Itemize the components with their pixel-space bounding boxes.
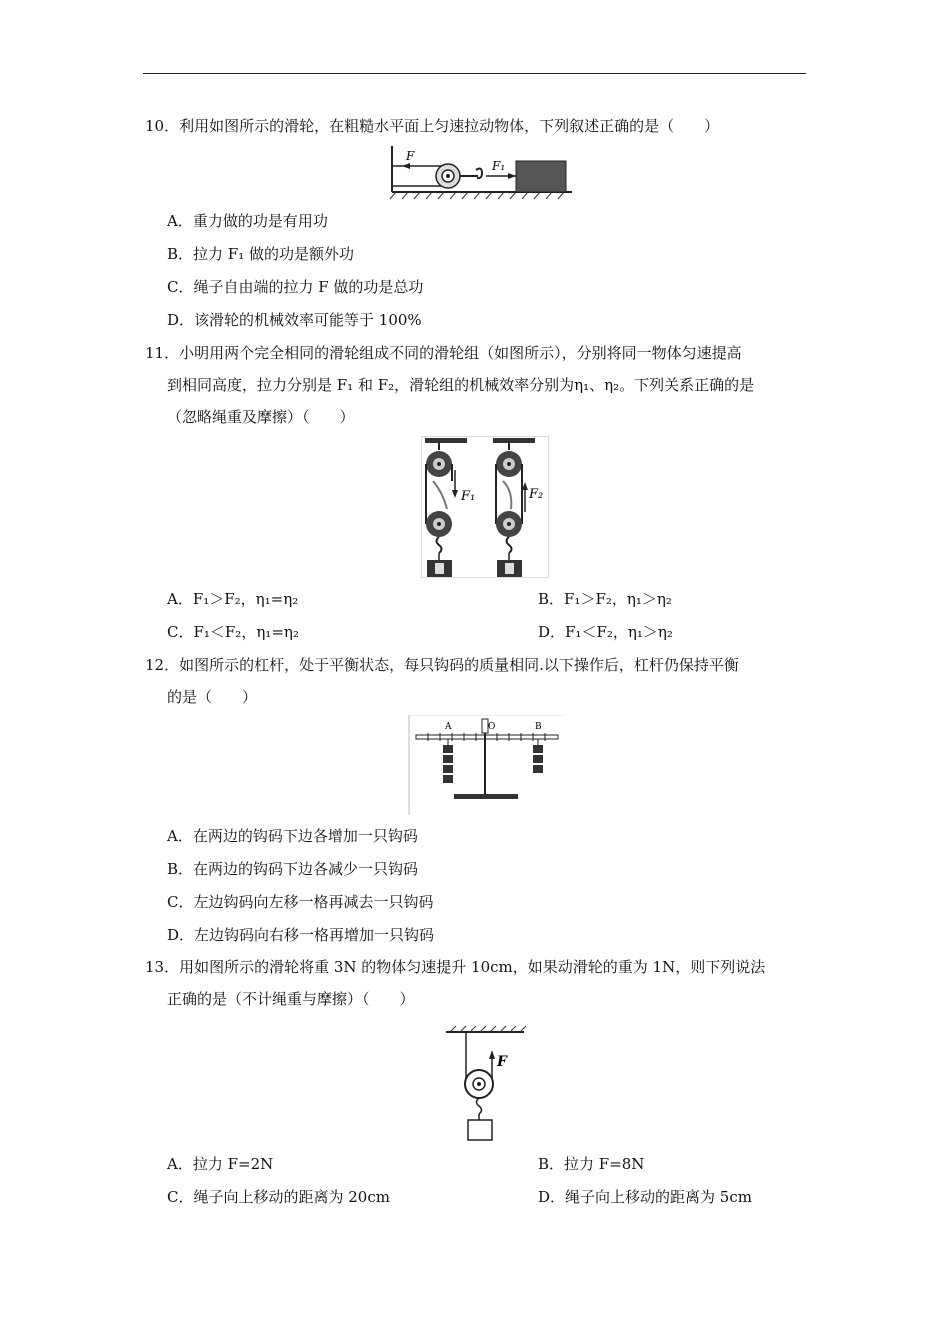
q10-option-b: B．拉力 F₁ 做的功是额外功 [167,245,354,263]
q13-option-d: D．绳子向上移动的距离为 5cm [538,1188,752,1206]
q12-stem-line2: 的是（ ） [167,688,258,706]
q12-option-d: D．左边钩码向右移一格再增加一只钩码 [167,926,435,944]
q13-movable-pulley-figure [444,1024,526,1148]
q13-label-f: F [497,1054,507,1070]
q11-label-f1: F₁ [461,489,476,504]
q11-pulley-groups-figure [421,436,549,582]
header-rule [143,73,806,74]
q12-option-b: B．在两边的钩码下边各减少一只钩码 [167,860,419,878]
q11-stem-line3: （忽略绳重及摩擦）（ ） [167,408,355,426]
q12-lever-figure [408,715,564,819]
q10-option-c: C．绳子自由端的拉力 F 做的功是总功 [167,278,424,296]
q10-pulley-figure [388,146,573,204]
q10-stem: 10．利用如图所示的滑轮，在粗糙水平面上匀速拉动物体，下列叙述正确的是（ ） [145,117,720,135]
q13-stem-line2: 正确的是（不计绳重与摩擦）（ ） [167,990,415,1008]
q10-option-a: A．重力做的功是有用功 [167,212,328,230]
q13-stem-line1: 13．用如图所示的滑轮将重 3N 的物体匀速提升 10cm，如果动滑轮的重为 1N，则下列说法 [145,958,766,976]
q13-option-c: C．绳子向上移动的距离为 20cm [167,1188,390,1206]
q12-label-o: O [488,722,496,732]
q11-stem-line1: 11．小明用两个完全相同的滑轮组成不同的滑轮组（如图所示），分别将同一物体匀速提高 [145,344,742,362]
q11-option-b: B．F₁＞F₂，η₁＞η₂ [538,590,672,608]
q12-option-a: A．在两边的钩码下边各增加一只钩码 [167,827,418,845]
q12-stem-line1: 12．如图所示的杠杆，处于平衡状态，每只钩码的质量相同.以下操作后，杠杆仍保持平衡 [145,656,739,674]
q12-label-b: B [535,722,542,732]
q13-option-a: A．拉力 F=2N [167,1155,274,1173]
q11-option-c: C．F₁＜F₂，η₁=η₂ [167,623,299,641]
q11-stem-line2: 到相同高度，拉力分别是 F₁ 和 F₂，滑轮组的机械效率分别为η₁、η₂。下列关系正确的是 [167,376,755,394]
q13-option-b: B．拉力 F=8N [538,1155,645,1173]
q12-label-a: A [445,722,452,732]
q10-label-f: F [406,149,415,163]
q10-option-d: D．该滑轮的机械效率可能等于 100% [167,311,422,329]
q12-option-c: C．左边钩码向左移一格再减去一只钩码 [167,893,434,911]
q11-option-a: A．F₁＞F₂，η₁=η₂ [167,590,299,608]
q10-label-f1: F₁ [492,159,506,173]
q11-option-d: D．F₁＜F₂，η₁＞η₂ [538,623,673,641]
q11-label-f2: F₂ [529,487,544,502]
